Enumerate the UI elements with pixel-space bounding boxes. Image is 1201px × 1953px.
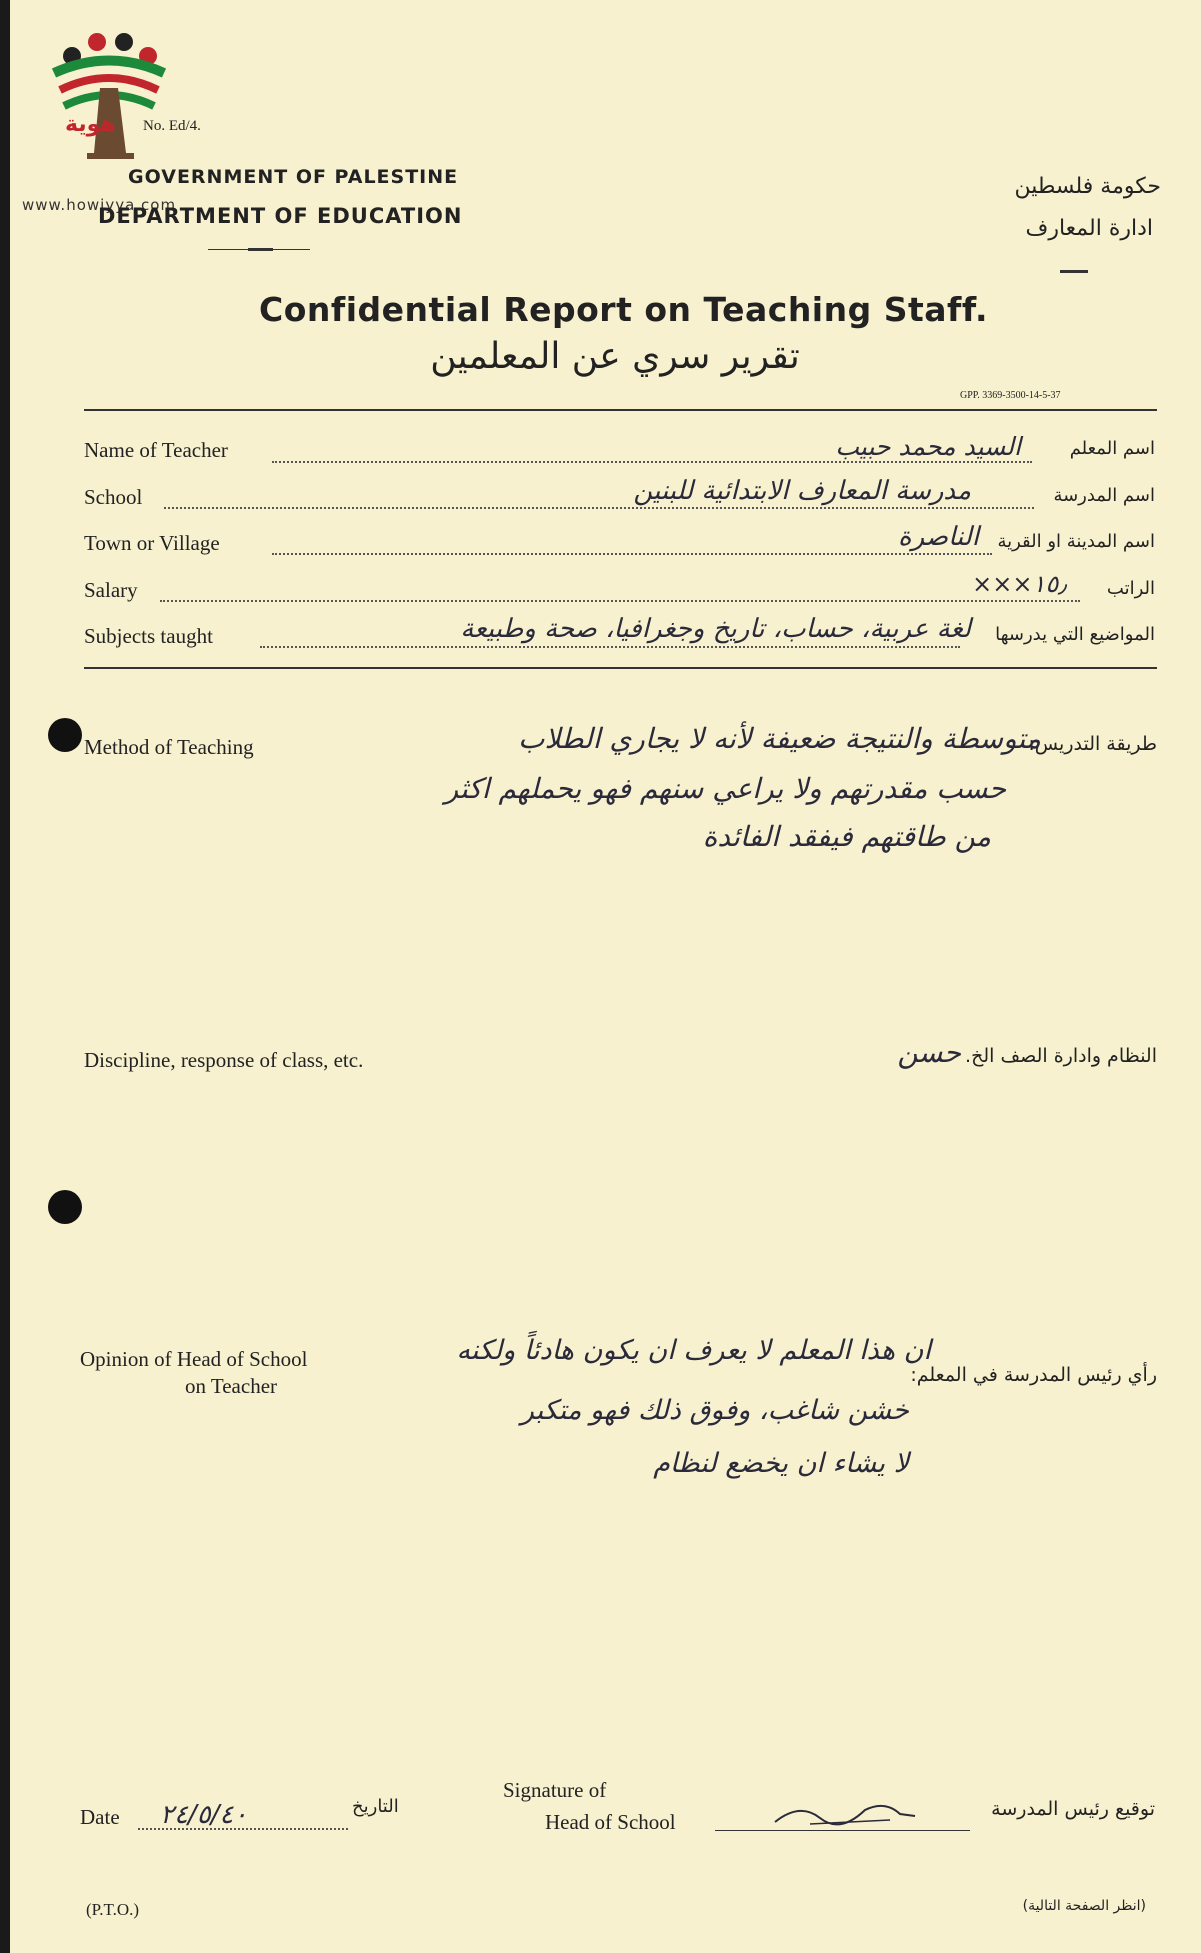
document-page [10, 0, 1201, 1953]
pto-en: (P.T.O.) [86, 1900, 140, 1919]
signature-scribble-icon [770, 1796, 920, 1830]
discipline-label-en: Discipline, response of class, etc. [84, 1048, 364, 1072]
print-code: GPP. 3369-3500-14-5-37 [960, 390, 1061, 401]
field-label-en: Subjects taught [84, 624, 213, 648]
opinion-line-2: خشن شاغب، وفوق ذلك فهو متكبر [520, 1395, 909, 1426]
report-title-en: Confidential Report on Teaching Staff. [259, 290, 988, 329]
date-value: ٢٤/٥/٤٠ [160, 1800, 248, 1830]
punch-hole [48, 1190, 82, 1224]
header-divider-left-mark [248, 248, 273, 251]
opinion-line-1: ان هذا المعلم لا يعرف ان يكون هادئاً ولكنه [456, 1335, 931, 1366]
field-label-ar: اسم المدرسة [1053, 485, 1155, 506]
dotted-line [272, 553, 992, 555]
method-line-3: من طاقتهم فيفقد الفائدة [702, 820, 991, 853]
department-en: DEPARTMENT OF EDUCATION [98, 204, 463, 228]
punch-hole [48, 718, 82, 752]
opinion-line-3: لا يشاء ان يخضع لنظام [653, 1448, 909, 1479]
dotted-line [272, 461, 1032, 463]
logo-website: www.howiyya.com [22, 196, 177, 214]
signature-label-1: Signature of [503, 1778, 607, 1802]
report-title-ar: تقرير سري عن المعلمين [430, 336, 800, 377]
dotted-line [164, 507, 1034, 509]
field-value: لغة عربية، حساب، تاريخ وجغرافيا، صحة وطبيعة [460, 614, 971, 644]
signature-line [715, 1830, 970, 1831]
field-label-en: Name of Teacher [84, 438, 228, 462]
department-ar: ادارة المعارف [1025, 216, 1153, 241]
method-label-ar: طريقة التدريس: [1028, 733, 1157, 755]
dotted-line [160, 600, 1080, 602]
signature-label-ar: توقيع رئيس المدرسة [991, 1798, 1155, 1820]
dotted-line [260, 646, 960, 648]
method-label-en: Method of Teaching [84, 735, 254, 759]
pto-ar: (انظر الصفحة التالية) [1022, 1898, 1146, 1914]
title-rule [84, 409, 1157, 411]
field-value: السيد محمد حبيب [835, 432, 1021, 461]
field-label-en: Salary [84, 578, 138, 602]
date-label-en: Date [80, 1805, 120, 1829]
field-label-ar: اسم المدينة او القرية [997, 531, 1155, 552]
signature-label-2: Head of School [545, 1810, 676, 1834]
field-label-ar: اسم المعلم [1069, 438, 1155, 459]
field-label-ar: الراتب [1106, 578, 1155, 599]
field-label-en: School [84, 485, 143, 509]
method-line-1: متوسطة والنتيجة ضعيفة لأنه لا يجاري الطلاب [518, 722, 1041, 755]
discipline-value: حسن [897, 1036, 961, 1069]
government-en: GOVERNMENT OF PALESTINE [128, 166, 459, 188]
discipline-label-ar: النظام وادارة الصف الخ. [965, 1045, 1157, 1067]
field-value: مدرسة المعارف الابتدائية للبنين [633, 476, 971, 506]
logo-text: هوية [65, 112, 116, 137]
fields-bottom-rule [84, 667, 1157, 669]
government-ar: حكومة فلسطين [1014, 174, 1161, 199]
opinion-label-ar: رأي رئيس المدرسة في المعلم: [910, 1364, 1157, 1386]
method-line-2: حسب مقدرتهم ولا يراعي سنهم فهو يحملهم اكثر [444, 772, 1006, 805]
form-number: No. Ed/4. [143, 118, 201, 134]
opinion-label-en-2: on Teacher [185, 1374, 278, 1398]
field-value: ١٥٫××× [972, 570, 1066, 598]
tree-logo-icon [42, 28, 177, 168]
field-label-en: Town or Village [84, 531, 220, 555]
header-divider-right-mark [1060, 270, 1088, 273]
date-label-ar: التاريخ [352, 1796, 399, 1817]
field-value: الناصرة [898, 522, 979, 552]
field-label-ar: المواضيع التي يدرسها [995, 624, 1155, 645]
opinion-label-en-1: Opinion of Head of School [80, 1347, 308, 1371]
howiyya-logo [42, 28, 177, 168]
